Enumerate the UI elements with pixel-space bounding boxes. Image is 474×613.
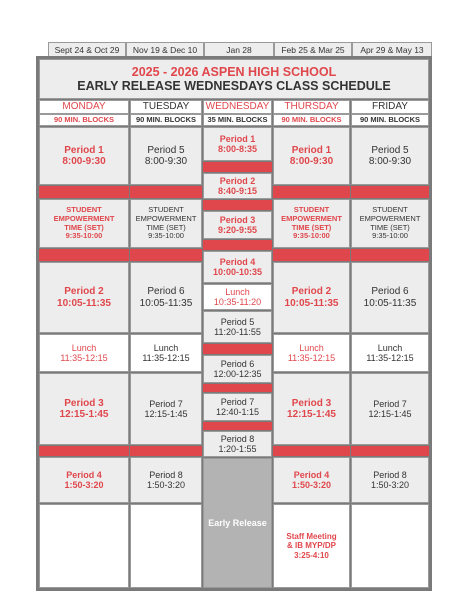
monday-passing-bar	[39, 446, 129, 456]
wednesday-period-1	[203, 127, 272, 161]
period-name: Period 6	[371, 286, 409, 297]
block-label: 90 MIN. BLOCKS	[359, 114, 420, 124]
monday-passing-bar	[39, 249, 129, 261]
period-time: 12:00-12:35	[213, 369, 262, 379]
period-name: Period 8	[220, 433, 255, 444]
thursday-period-4	[273, 457, 350, 503]
period-time: 8:00-9:30	[144, 156, 188, 167]
day-header-tuesday	[130, 100, 202, 114]
period-time: 1:50-3:20	[146, 480, 186, 490]
tuesday-set	[130, 199, 202, 248]
thursday-passing-bar	[273, 446, 350, 456]
block-label: 90 MIN. BLOCKS	[53, 114, 114, 124]
lunch-time: 11:35-12:15	[287, 353, 336, 363]
block-monday	[39, 114, 129, 126]
staff-line: & IB MYP/DP	[287, 541, 336, 551]
set-line: TIME (SET)	[64, 222, 104, 232]
day-header-monday	[39, 100, 129, 114]
period-time: 1:20-1:55	[218, 444, 257, 454]
period-name: Period 7	[220, 396, 255, 407]
period-name: Period 8	[149, 469, 183, 480]
set-line: EMPOWERMENT	[359, 213, 421, 223]
friday-period-6	[351, 262, 429, 333]
period-time: 8:40-9:15	[217, 186, 258, 196]
lunch-time: 11:35-12:15	[60, 353, 108, 363]
wednesday-passing-bar	[203, 384, 272, 392]
period-name: Period 5	[220, 316, 255, 327]
period-time: 10:05-11:35	[363, 297, 417, 309]
period-time: 1:50-3:20	[291, 480, 332, 490]
lunch-time: 11:35-12:15	[366, 353, 414, 363]
period-name: Period 1	[291, 144, 332, 156]
friday-passing-bar	[351, 446, 429, 456]
monday-period-2	[39, 262, 129, 333]
monday-lunch	[39, 334, 129, 372]
set-time: 9:35-10:00	[293, 231, 330, 241]
tuesday-lunch	[130, 334, 202, 372]
set-time: 9:35-10:00	[65, 231, 103, 241]
monday-set	[39, 199, 129, 248]
lunch-label: Lunch	[153, 342, 179, 353]
day-header-wednesday	[203, 100, 272, 114]
period-time: 1:50-3:20	[370, 480, 410, 490]
set-line: TIME (SET)	[370, 222, 410, 232]
lunch-label: Lunch	[377, 342, 403, 353]
period-time: 12:15-1:45	[144, 409, 188, 419]
wednesday-early-release	[203, 458, 272, 588]
period-time: 10:00-10:35	[212, 267, 263, 277]
staff-time: 3:25-4:10	[294, 550, 329, 560]
period-name: Period 6	[147, 286, 185, 297]
school-title: 2025 - 2026 ASPEN HIGH SCHOOL	[131, 64, 337, 79]
set-line: EMPOWERMENT	[135, 213, 197, 223]
set-line: STUDENT	[372, 205, 408, 215]
day-label: MONDAY	[62, 101, 106, 113]
period-name: Period 1	[219, 133, 256, 144]
period-name: Period 3	[219, 214, 256, 225]
period-time: 12:15-1:45	[59, 409, 109, 420]
friday-passing-bar	[351, 186, 429, 198]
block-label: 90 MIN. BLOCKS	[135, 114, 196, 124]
thursday-period-3	[273, 373, 350, 445]
monday-period-3	[39, 373, 129, 445]
day-header-thursday	[273, 100, 350, 114]
set-line: EMPOWERMENT	[53, 213, 115, 223]
wednesday-passing-bar	[203, 422, 272, 430]
wednesday-period-7	[203, 393, 272, 421]
tuesday-period-6	[130, 262, 202, 333]
period-time: 10:05-11:35	[57, 297, 111, 309]
wednesday-lunch	[203, 284, 272, 310]
period-name: Period 7	[373, 398, 407, 409]
block-label: 90 MIN. BLOCKS	[281, 114, 342, 124]
wednesday-passing-bar	[203, 162, 272, 172]
date-text: Sept 24 & Oct 29	[54, 45, 120, 55]
period-time: 10:05-11:35	[284, 297, 339, 309]
period-time: 11:20-11:55	[214, 327, 261, 337]
period-time: 12:15-1:45	[368, 409, 412, 419]
friday-set	[351, 199, 429, 248]
date-text: Nov 19 & Dec 10	[132, 45, 198, 55]
friday-period-5	[351, 127, 429, 185]
tuesday-empty	[130, 504, 202, 588]
schedule-title	[39, 59, 429, 99]
period-time: 8:00-9:30	[62, 156, 106, 167]
period-name: Period 5	[371, 144, 409, 156]
period-name: Period 3	[291, 397, 332, 409]
set-time: 9:35-10:00	[372, 231, 408, 241]
wednesday-period-6	[203, 355, 272, 383]
early-release-label: Early Release	[208, 517, 267, 528]
thursday-period-2	[273, 262, 350, 333]
tuesday-passing-bar	[130, 446, 202, 456]
block-friday	[351, 114, 429, 126]
thursday-set	[273, 199, 350, 248]
day-label: TUESDAY	[142, 101, 190, 113]
period-time: 12:15-1:45	[287, 409, 336, 420]
period-name: Period 8	[373, 469, 407, 480]
block-tuesday	[130, 114, 202, 126]
set-time: 9:35-10:00	[148, 231, 184, 241]
wednesday-period-5	[203, 311, 272, 343]
period-name: Period 2	[291, 286, 332, 297]
set-line: EMPOWERMENT	[281, 213, 342, 223]
period-name: Period 2	[64, 286, 104, 297]
wednesday-passing-bar	[203, 200, 272, 210]
period-time: 12:40-1:15	[215, 407, 260, 417]
period-name: Period 5	[147, 144, 185, 156]
friday-lunch	[351, 334, 429, 372]
wednesday-period-3	[203, 211, 272, 239]
monday-passing-bar	[39, 186, 129, 198]
block-label: 35 MIN. BLOCKS	[207, 114, 268, 124]
thursday-passing-bar	[273, 186, 350, 198]
set-line: STUDENT	[148, 205, 184, 215]
thursday-period-1	[273, 127, 350, 185]
date-text: Feb 25 & Mar 25	[281, 45, 345, 55]
day-header-friday	[351, 100, 429, 114]
wednesday-passing-bar	[203, 240, 272, 250]
period-name: Period 6	[220, 358, 255, 369]
thursday-lunch	[273, 334, 350, 372]
set-line: TIME (SET)	[146, 222, 186, 232]
set-line: STUDENT	[66, 205, 102, 215]
staff-line: Staff Meeting	[286, 532, 337, 542]
tuesday-period-5	[130, 127, 202, 185]
thursday-passing-bar	[273, 249, 350, 261]
date-text: Apr 29 & May 13	[360, 45, 424, 55]
day-label: THURSDAY	[284, 101, 339, 113]
period-time: 8:00-9:30	[289, 156, 334, 167]
tuesday-period-8	[130, 457, 202, 503]
friday-period-8	[351, 457, 429, 503]
period-name: Period 2	[219, 175, 256, 186]
monday-period-4	[39, 457, 129, 503]
lunch-label: Lunch	[225, 286, 250, 297]
period-name: Period 4	[293, 469, 330, 480]
wednesday-passing-bar	[203, 344, 272, 354]
period-time: 8:00-9:30	[368, 156, 412, 167]
lunch-label: Lunch	[71, 342, 97, 353]
period-name: Period 7	[149, 398, 183, 409]
lunch-label: Lunch	[299, 342, 324, 353]
period-time: 8:00-8:35	[217, 144, 258, 154]
day-label: WEDNESDAY	[205, 101, 270, 113]
friday-period-7	[351, 373, 429, 445]
lunch-time: 10:35-11:20	[213, 297, 262, 307]
period-time: 1:50-3:20	[64, 480, 104, 490]
period-time: 10:05-11:35	[139, 297, 193, 309]
friday-empty	[351, 504, 429, 588]
date-text: Jan 28	[226, 45, 252, 55]
day-label: FRIDAY	[372, 101, 408, 113]
period-name: Period 4	[219, 256, 256, 267]
period-name: Period 3	[64, 397, 104, 409]
monday-period-1	[39, 127, 129, 185]
tuesday-period-7	[130, 373, 202, 445]
period-time: 9:20-9:55	[217, 225, 258, 235]
tuesday-passing-bar	[130, 186, 202, 198]
wednesday-period-4	[203, 251, 272, 283]
set-line: TIME (SET)	[291, 222, 332, 232]
set-line: STUDENT	[293, 205, 330, 215]
friday-passing-bar	[351, 249, 429, 261]
thursday-staff-meeting	[273, 504, 350, 588]
wednesday-period-8	[203, 431, 272, 457]
block-thursday	[273, 114, 350, 126]
lunch-time: 11:35-12:15	[142, 353, 190, 363]
tuesday-passing-bar	[130, 249, 202, 261]
period-name: Period 4	[66, 469, 102, 480]
block-wednesday	[203, 114, 272, 126]
period-name: Period 1	[64, 144, 104, 156]
schedule-subtitle: EARLY RELEASE WEDNESDAYS CLASS SCHEDULE	[77, 79, 391, 93]
monday-empty	[39, 504, 129, 588]
wednesday-period-2	[203, 173, 272, 199]
